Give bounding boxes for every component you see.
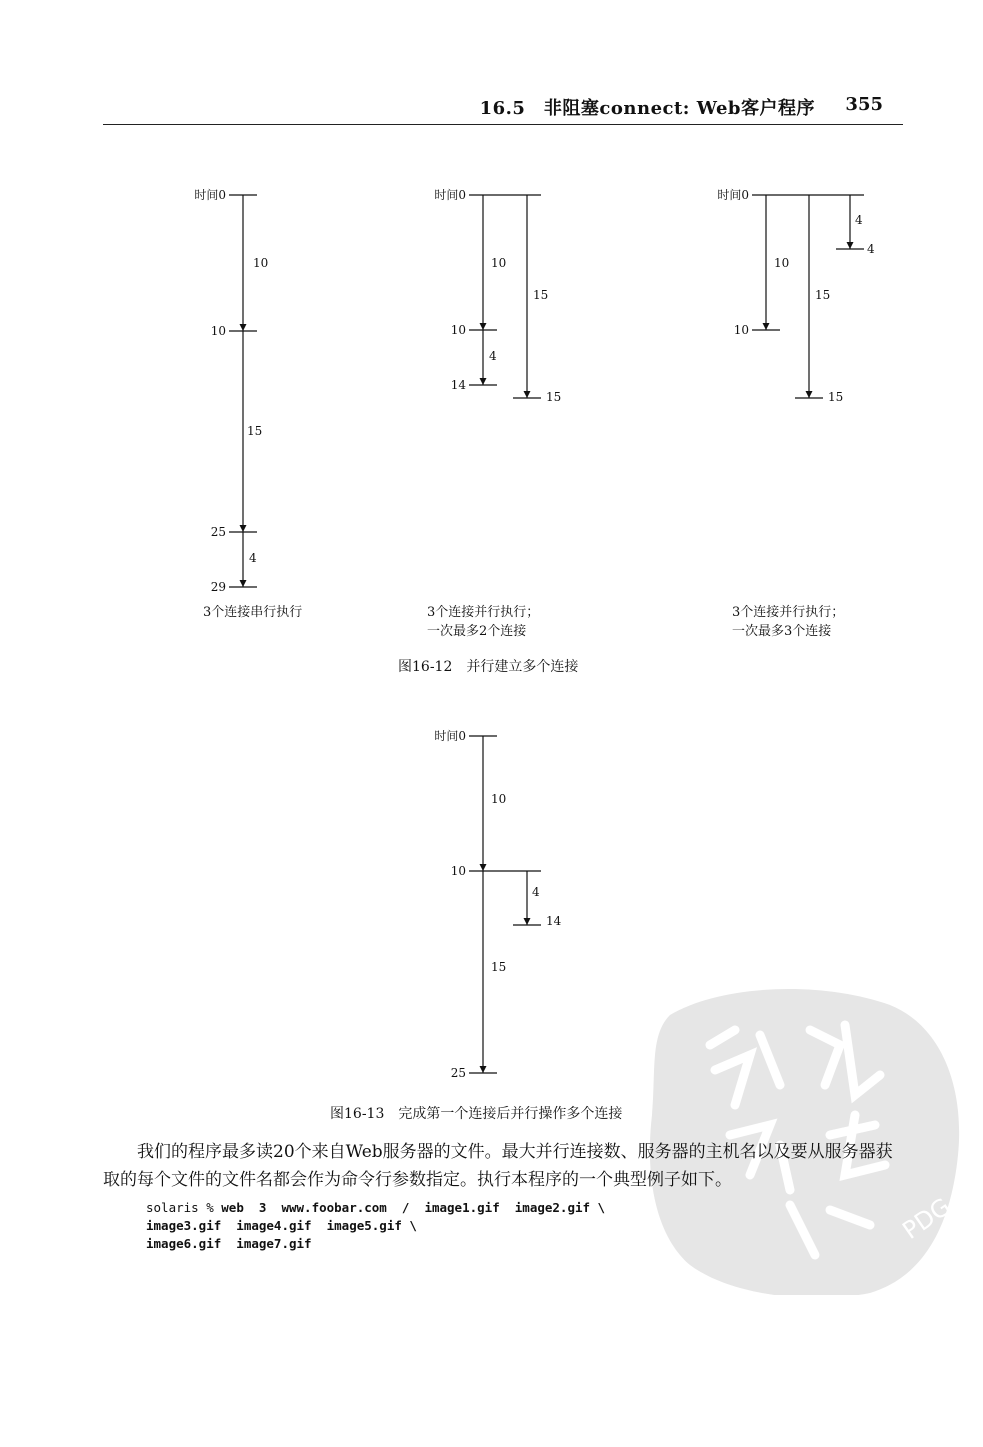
figure-caption: 图16-12 并行建立多个连接 (398, 659, 579, 675)
time-label: 10 (210, 324, 226, 338)
duration-label: 10 (491, 256, 507, 270)
duration-label: 15 (533, 288, 549, 302)
section-title: 16.5 非阻塞connect: Web客户程序 (479, 98, 815, 119)
duration-label: 10 (491, 792, 507, 806)
page-number: 355 (845, 94, 883, 115)
command-line: image6.gif image7.gif (146, 1236, 312, 1251)
body-paragraph: 我们的程序最多读20个来自Web服务器的文件。最大并行连接数、服务器的主机名以及要从服务器获取的每个文件的文件名都会作为命令行参数指定。执行本程序的一个典型例子如下。 (103, 1142, 893, 1190)
time-label: 时间0 (717, 188, 749, 202)
time-label: 时间0 (434, 188, 466, 202)
command-line: web 3 www.foobar.com / image1.gif image2.gif \ (221, 1200, 606, 1215)
time-label: 25 (210, 525, 226, 539)
time-label: 10 (450, 864, 466, 878)
duration-label: 10 (774, 256, 790, 270)
duration-label: 4 (249, 551, 257, 565)
time-label: 10 (733, 323, 749, 337)
duration-label: 4 (532, 885, 540, 899)
time-label: 15 (546, 390, 562, 404)
command-line: image3.gif image4.gif image5.gif \ (146, 1218, 417, 1233)
duration-label: 10 (253, 256, 269, 270)
duration-label: 15 (247, 424, 263, 438)
duration-label: 15 (491, 960, 507, 974)
time-label: 29 (210, 580, 226, 594)
panel-subtitle: 3个连接并行执行； 一次最多3个连接 (732, 605, 845, 639)
figure-caption: 图16-13 完成第一个连接后并行操作多个连接 (330, 1106, 623, 1122)
panel-subtitle: 3个连接并行执行； 一次最多2个连接 (427, 605, 540, 639)
duration-label: 4 (855, 213, 863, 227)
time-label: 10 (450, 323, 466, 337)
time-label: 15 (828, 390, 844, 404)
time-label: 4 (867, 242, 875, 256)
watermark-stamp (640, 975, 970, 1295)
time-label: 时间0 (434, 729, 466, 743)
shell-prompt: solaris % (146, 1200, 222, 1215)
time-label: 25 (450, 1066, 466, 1080)
panel-subtitle: 3个连接串行执行 (203, 605, 303, 620)
svg-text:PDG: PDG (897, 1192, 956, 1245)
duration-label: 4 (489, 349, 497, 363)
time-label: 14 (546, 914, 562, 928)
code-example (146, 1199, 605, 1253)
time-label: 14 (450, 378, 466, 392)
time-label: 时间0 (194, 188, 226, 202)
duration-label: 15 (815, 288, 831, 302)
